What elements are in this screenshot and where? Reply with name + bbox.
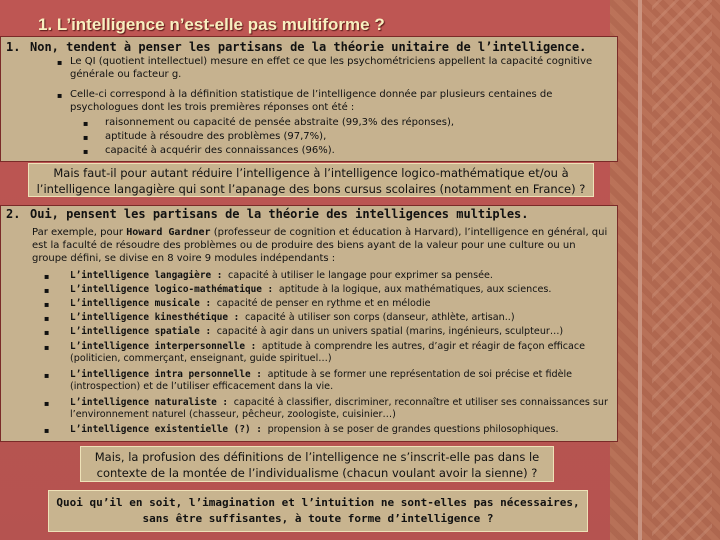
intelligence-item-name: L’intelligence musicale : bbox=[70, 298, 217, 309]
intelligence-item-name: L’intelligence interpersonnelle : bbox=[70, 341, 262, 352]
section1-point-2: Celle-ci correspond à la définition statistique de l’intelligence donnée par plusieurs centaines de psychologues dont les trois premières réponses ont été : bbox=[70, 89, 553, 113]
intelligence-item-name: L’intelligence langagière : bbox=[70, 270, 229, 281]
intelligence-item bbox=[70, 284, 615, 296]
intelligence-item-name: L’intelligence logico-mathématique : bbox=[70, 284, 279, 295]
intelligence-item bbox=[70, 298, 615, 310]
intro-text-before: Par exemple, pour bbox=[32, 227, 127, 238]
intelligence-item bbox=[70, 312, 615, 324]
section1-answer-1: raisonnement ou capacité de pensée abstraite (99,3% des réponses), bbox=[105, 117, 455, 128]
intelligence-item-desc: propension à se poser de grandes questions philosophiques. bbox=[267, 424, 559, 435]
section2-heading bbox=[6, 207, 529, 221]
bullet-icon: ▪ bbox=[44, 343, 50, 352]
intro-author-name: Howard Gardner bbox=[126, 227, 211, 238]
bullet-icon: ▪ bbox=[44, 314, 50, 323]
bullet-icon: ▪ bbox=[44, 286, 50, 295]
section2-number: 2. bbox=[6, 207, 21, 221]
bullet-icon: ▪ bbox=[44, 426, 50, 435]
bullet-icon: ▪ bbox=[44, 399, 50, 408]
callout-conclusion: Quoi qu’il en soit, l’imagination et l’intuition ne sont-elles pas nécessaires, sans être suffisantes, à toute forme d’intelligence ? bbox=[48, 490, 588, 532]
intelligence-item bbox=[70, 424, 615, 436]
intelligence-item bbox=[70, 326, 615, 338]
intelligence-item-desc: aptitude à comprendre les autres, d’agir et réagir de façon efficace (politicien, commerçant, enseignant, guide spirituel…) bbox=[70, 341, 586, 365]
section1-heading-text: Non, tendent à penser les partisans de la théorie unitaire de l’intelligence. bbox=[30, 40, 587, 54]
bullet-icon: ▪ bbox=[44, 328, 50, 337]
intelligence-item-name: L’intelligence naturaliste : bbox=[70, 397, 234, 408]
section1-answer-2: aptitude à résoudre des problèmes (97,7%), bbox=[105, 131, 327, 142]
intelligence-item-name: L’intelligence existentielle (?) : bbox=[70, 424, 268, 435]
intelligence-item bbox=[70, 369, 615, 393]
intelligence-item bbox=[70, 341, 615, 365]
intelligence-item bbox=[70, 397, 615, 421]
bullet-icon: ▪ bbox=[44, 272, 50, 281]
bullet-icon: ▪ bbox=[57, 58, 63, 67]
intelligence-item-desc: capacité à agir dans un univers spatial (marins, ingénieurs, sculpteur…) bbox=[216, 326, 564, 337]
intro-text-after: (professeur de cognition et éducation à Harvard), l’intelligence en général, qui est la faculté de résoudre des problèmes ou de produire des biens ayant de la valeur pour une culture ou un groupe défini, se divise en 8 voire 9 modules indépendants : bbox=[32, 227, 608, 264]
bullet-icon: ▪ bbox=[83, 119, 89, 128]
section1-heading bbox=[6, 40, 586, 54]
intelligence-item-desc: capacité de penser en rythme et en mélodie bbox=[216, 298, 431, 309]
decorative-border bbox=[610, 0, 720, 540]
section2-heading-text: Oui, pensent les partisans de la théorie des intelligences multiples. bbox=[30, 207, 529, 221]
intelligence-item bbox=[70, 270, 615, 282]
intelligence-item-desc: capacité à classifier, discriminer, reconnaître et utiliser ses connaissances sur l’environnement naturel (chasseur, pêcheur, zoologiste, cuisinier…) bbox=[70, 397, 608, 421]
bullet-icon: ▪ bbox=[44, 371, 50, 380]
section1-number: 1. bbox=[6, 40, 21, 54]
intelligence-item-desc: capacité à utiliser le langage pour exprimer sa pensée. bbox=[228, 270, 493, 281]
bullet-icon: ▪ bbox=[83, 133, 89, 142]
intelligence-item-desc: aptitude à la logique, aux mathématiques, aux sciences. bbox=[278, 284, 552, 295]
intelligence-item-name: L’intelligence intra personnelle : bbox=[70, 369, 268, 380]
bullet-icon: ▪ bbox=[83, 147, 89, 156]
intelligence-item-name: L’intelligence spatiale : bbox=[70, 326, 217, 337]
intelligence-item-desc: aptitude à se former une représentation de soi précise et fidèle (introspection) et de l’utiliser efficacement dans la vie. bbox=[70, 369, 573, 393]
intelligence-item-name: L’intelligence kinesthétique : bbox=[70, 312, 245, 323]
intelligence-item-desc: capacité à utiliser son corps (danseur, athlète, artisan..) bbox=[244, 312, 515, 323]
section1-point-1: Le QI (quotient intellectuel) mesure en effet ce que les psychométriciens appellent la capacité cognitive générale ou facteur g. bbox=[70, 56, 593, 80]
section2-intro bbox=[32, 226, 610, 265]
section1-answer-3: capacité à acquérir des connaissances (96%). bbox=[105, 145, 335, 156]
slide-title: 1. L’intelligence n’est-elle pas multiforme ? bbox=[38, 15, 385, 34]
callout-question-2: Mais, la profusion des définitions de l’intelligence ne s’inscrit-elle pas dans le contexte de la montée de l’individualisme (chacun voulant avoir la sienne) ? bbox=[80, 446, 554, 482]
callout-question-1: Mais faut-il pour autant réduire l’intelligence à l’intelligence logico-mathématique et/ou à l’intelligence langagière qui sont l’apanage des bons cursus scolaires (notamment en France) ? bbox=[28, 163, 594, 197]
bullet-icon: ▪ bbox=[57, 91, 63, 100]
bullet-icon: ▪ bbox=[44, 300, 50, 309]
